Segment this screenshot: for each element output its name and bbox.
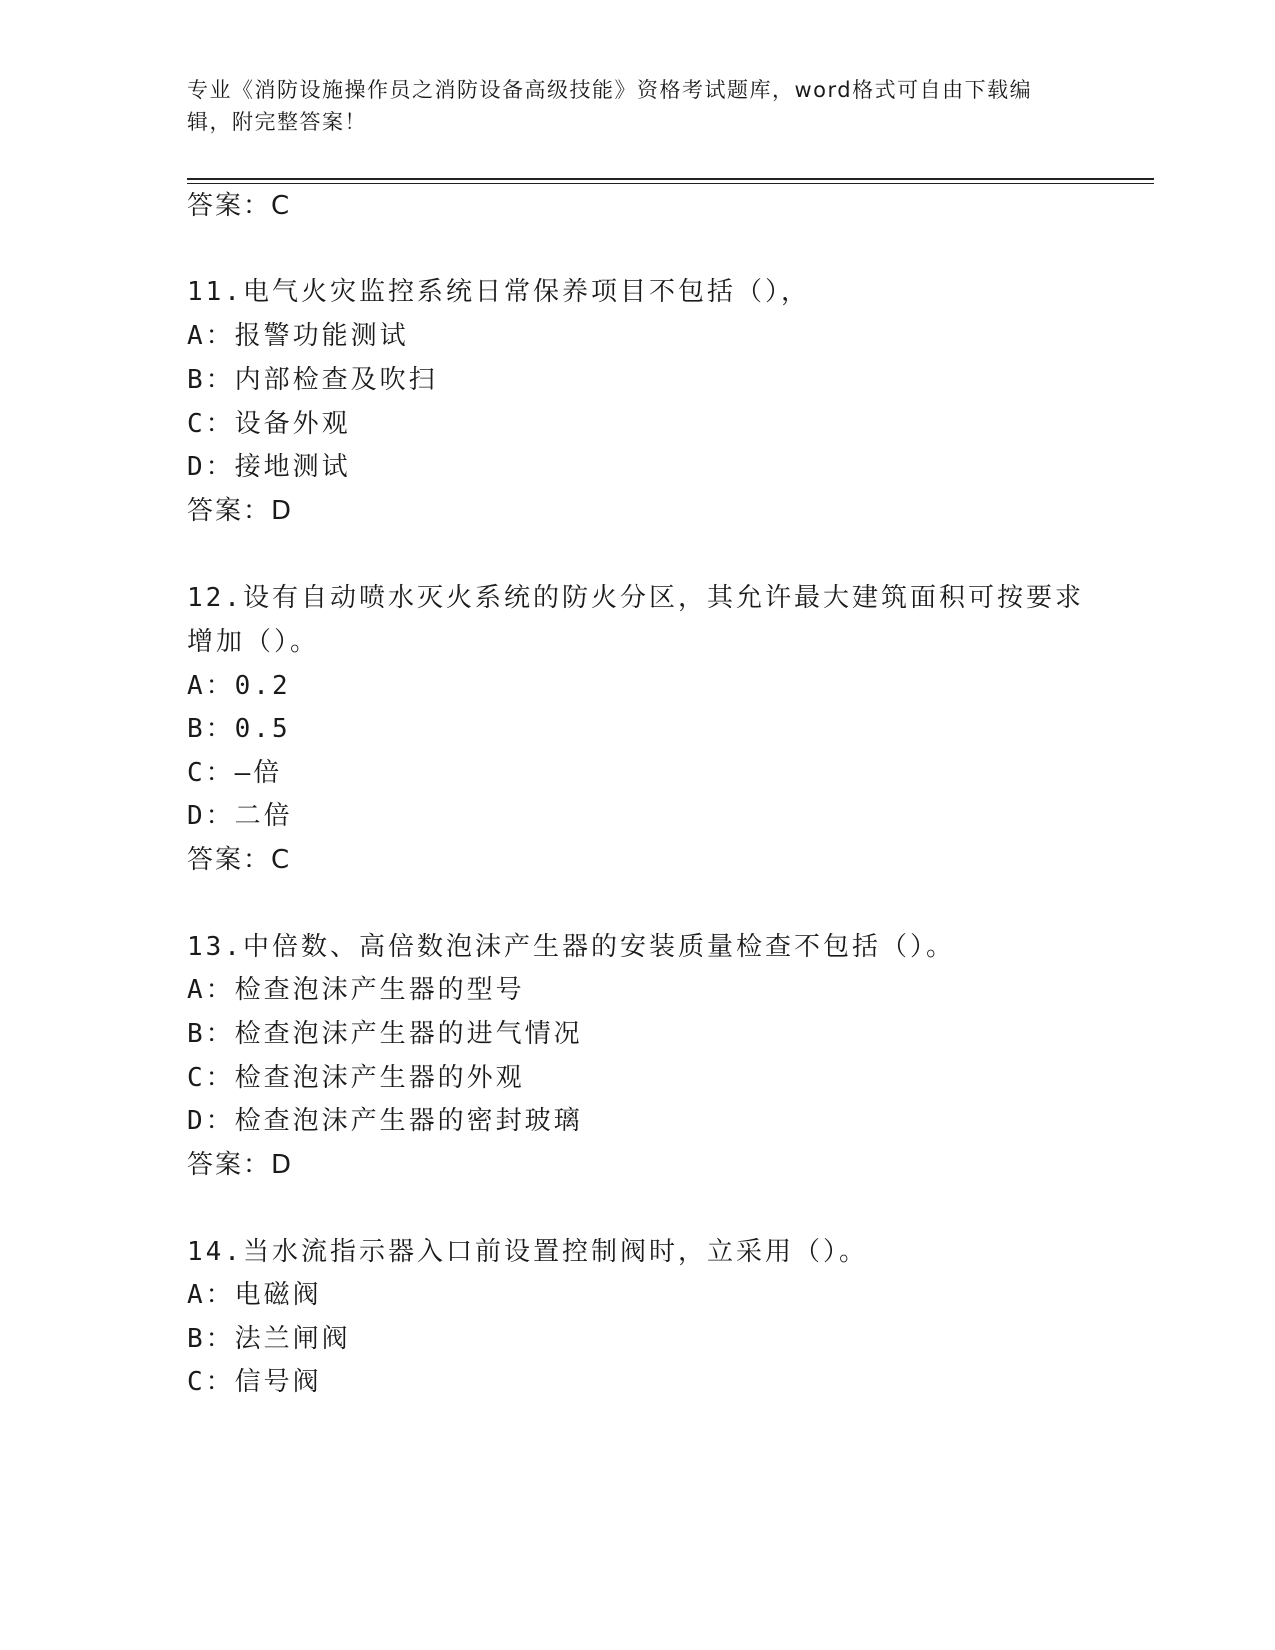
- question-14-option-b: B：法兰闸阀: [187, 1324, 351, 1354]
- question-11-option-c: C：设备外观: [187, 409, 351, 439]
- question-11-answer: 答案：D: [187, 496, 294, 526]
- question-12-option-b: B：0.5: [187, 714, 291, 744]
- header-divider-thick: [187, 178, 1154, 180]
- header-divider-thin: [187, 183, 1154, 184]
- previous-answer: 答案：C: [187, 191, 292, 221]
- question-11-option-d: D：接地测试: [187, 452, 351, 482]
- question-12-stem-line1: 12.设有自动喷水灭火系统的防火分区，其允许最大建筑面积可按要求: [187, 583, 1084, 613]
- question-12-stem-line2: 增加（）。: [187, 627, 320, 657]
- question-11-option-b: B：内部检查及吹扫: [187, 365, 438, 395]
- question-12-option-a: A：0.2: [187, 671, 291, 701]
- document-header: 专业《消防设施操作员之消防设备高级技能》资格考试题库，word格式可自由下载编辑，附完整答案！: [187, 78, 1033, 134]
- question-14-option-c: C：信号阀: [187, 1367, 322, 1397]
- question-13-option-a: A：检查泡沫产生器的型号: [187, 975, 525, 1005]
- question-11-stem: 11.电气火灾监控系统日常保养项目不包括（），: [187, 277, 810, 307]
- question-11-option-a: A：报警功能测试: [187, 321, 409, 351]
- question-12-option-c: C：—倍: [187, 758, 283, 788]
- question-13-answer: 答案：D: [187, 1150, 294, 1180]
- question-14-stem: 14.当水流指示器入口前设置控制阀时，立采用（）。: [187, 1237, 868, 1267]
- question-13-stem: 13.中倍数、高倍数泡沫产生器的安装质量检查不包括（）。: [187, 932, 955, 962]
- question-13-option-c: C：检查泡沫产生器的外观: [187, 1063, 525, 1093]
- question-12-option-d: D：二倍: [187, 801, 293, 831]
- question-12-answer: 答案：C: [187, 845, 292, 875]
- question-13-option-d: D：检查泡沫产生器的密封玻璃: [187, 1106, 583, 1136]
- question-13-option-b: B：检查泡沫产生器的进气情况: [187, 1019, 583, 1049]
- question-14-option-a: A：电磁阀: [187, 1280, 322, 1310]
